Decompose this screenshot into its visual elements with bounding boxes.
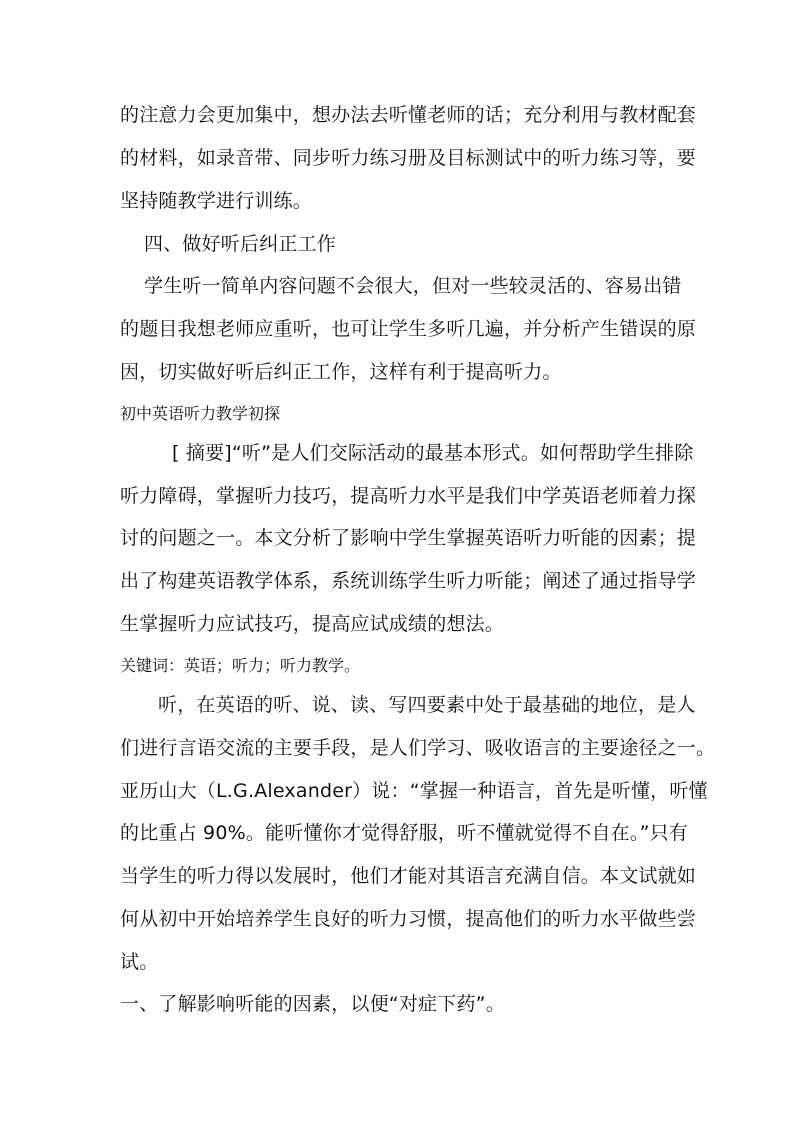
- section-heading: 四、做好听后纠正工作: [144, 233, 337, 255]
- body-text-line: 因，切实做好听后纠正工作，这样有利于提高听力。: [120, 361, 562, 383]
- body-text-line: 听，在英语的听、说、读、写四要素中处于最基础的地位，是人: [158, 694, 696, 716]
- abstract-line: 出了构建英语教学体系，系统训练学生听力听能；阐述了通过指导学: [120, 570, 697, 592]
- body-text-line: 坚持随教学进行训练。: [120, 190, 313, 212]
- body-text-line: 何从初中开始培养学生良好的听力习惯，提高他们的听力水平做些尝: [120, 908, 697, 930]
- article-title: 初中英语听力教学初探: [120, 404, 281, 423]
- body-text-line: 亚历山大（L.G.Alexander）说：“掌握一种语言，首先是听懂，听懂: [120, 780, 708, 802]
- abstract-line: 讨的问题之一。本文分析了影响中学生掌握英语听力听能的因素；提: [120, 527, 697, 549]
- body-text-line: 的材料，如录音带、同步听力练习册及目标测试中的听力练习等，要: [120, 147, 697, 169]
- abstract-line: 生掌握听力应试技巧，提高应试成绩的想法。: [120, 613, 505, 635]
- body-text-line: 的比重占 90%。能听懂你才觉得舒服，听不懂就觉得不自在。”只有: [120, 822, 689, 844]
- abstract-line: [ 摘要]“听”是人们交际活动的最基本形式。如何帮助学生排除: [172, 442, 694, 464]
- body-text-line: 的题目我想老师应重听，也可让学生多听几遍，并分析产生错误的原: [120, 318, 697, 340]
- section-heading: 一、了解影响听能的因素，以便“对症下药”。: [120, 993, 505, 1015]
- body-text-line: 的注意力会更加集中，想办法去听懂老师的话；充分利用与教材配套: [120, 104, 697, 126]
- abstract-line: 听力障碍，掌握听力技巧，提高听力水平是我们中学英语老师着力探: [120, 485, 697, 507]
- body-text-line: 试。: [120, 951, 159, 973]
- keywords-line: 关键词：英语；听力；听力教学。: [120, 656, 361, 675]
- body-text-line: 当学生的听力得以发展时，他们才能对其语言充满自信。本文试就如: [120, 865, 697, 887]
- body-text-line: 们进行言语交流的主要手段，是人们学习、吸收语言的主要途径之一。: [120, 737, 716, 759]
- body-text-line: 学生听一简单内容问题不会很大，但对一些较灵活的、容易出错: [144, 275, 682, 297]
